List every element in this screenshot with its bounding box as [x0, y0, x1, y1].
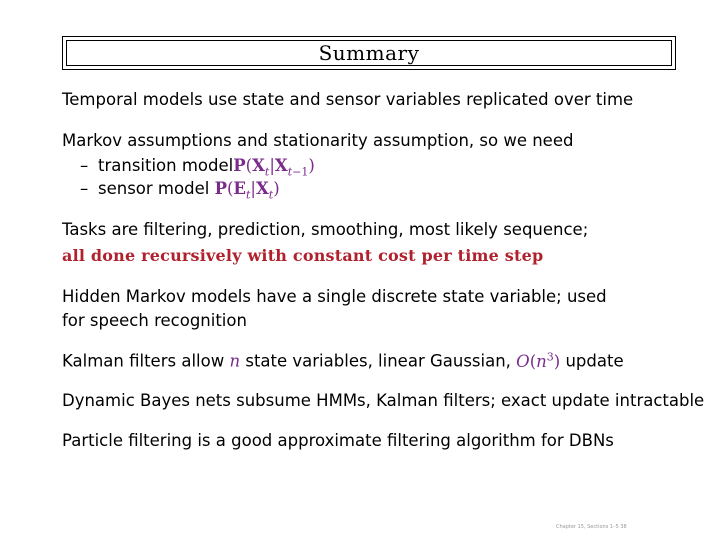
transition-model-formula: $P(X_t|X_{t-1})$	[233, 156, 315, 179]
dash-marker: –	[80, 156, 89, 175]
bullet-dbn: Dynamic Bayes nets subsume HMMs, Kalman filters; exact update intractable	[62, 391, 705, 410]
bullet-tasks-emphasis: all done recursively with constant cost per time step	[62, 246, 544, 265]
bullet-particle-filtering: Particle filtering is a good approximate filtering algorithm for DBNs	[62, 431, 614, 450]
sensor-model-label: sensor model	[98, 179, 210, 198]
bullet-kalman	[62, 350, 624, 371]
slide-footer: Chapter 15, Sections 1–5 38	[556, 524, 627, 530]
sub-bullet-transition-model	[80, 156, 315, 178]
title-frame-inner	[66, 40, 672, 66]
transition-model-label: transition model	[98, 156, 234, 175]
bullet-temporal-models: Temporal models use state and sensor variables replicated over time	[62, 90, 634, 109]
bullet-markov-assumptions: Markov assumptions and stationarity assumption, so we need	[62, 131, 574, 150]
bullet-hmm-cont: for speech recognition	[62, 311, 247, 330]
kalman-text-c: update	[565, 351, 624, 371]
dash-marker: –	[80, 179, 89, 198]
kalman-complexity: $O(n^3)$	[516, 350, 561, 371]
kalman-text-a: Kalman filters allow	[62, 351, 225, 371]
kalman-n-symbol: n	[229, 351, 241, 371]
sub-bullet-sensor-model	[80, 179, 280, 201]
bullet-tasks: Tasks are filtering, prediction, smoothing, most likely sequence;	[62, 220, 589, 239]
kalman-text-b: state variables, linear Gaussian,	[245, 351, 511, 371]
title-frame	[62, 36, 676, 70]
slide-title: Summary	[318, 41, 420, 65]
bullet-hmm: Hidden Markov models have a single discrete state variable; used	[62, 287, 607, 306]
sensor-model-formula: $P(E_t|X_t)$	[214, 179, 280, 202]
